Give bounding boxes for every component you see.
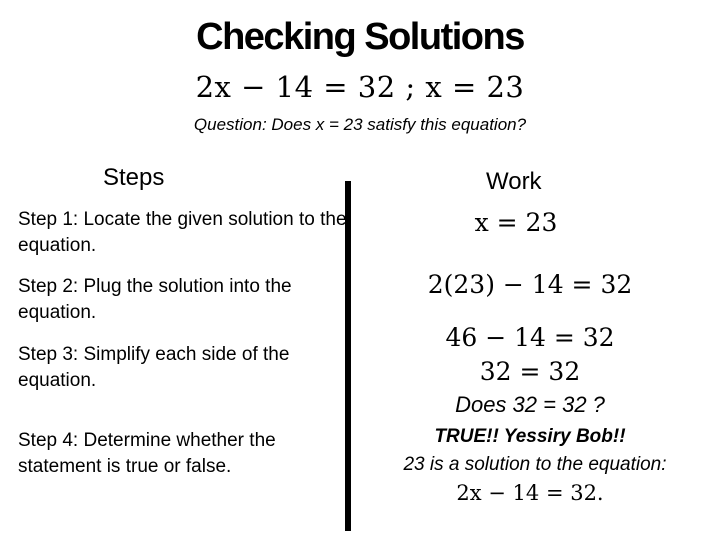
question-text: Question: Does x = 23 satisfy this equation? <box>193 115 527 134</box>
step-3: Step 3: Simplify each side of the equation. <box>18 344 290 391</box>
work-final-equation: 2x − 14 = 32. <box>456 481 604 505</box>
step-1: Step 1: Locate the given solution to the equation. <box>18 209 347 256</box>
work-heading: Work <box>486 168 542 195</box>
steps-heading: Steps <box>103 164 165 191</box>
work-conclusion: 23 is a solution to the equation: <box>403 454 667 475</box>
work-verdict: TRUE!! Yessiry Bob!! <box>434 426 626 447</box>
step-2: Step 2: Plug the solution into the equation. <box>18 276 292 323</box>
work-simplify: 46 − 14 = 32 <box>445 323 615 352</box>
given-equation: 2x − 14 = 32 ; x = 23 <box>195 70 525 104</box>
work-substitution: 2(23) − 14 = 32 <box>427 270 633 299</box>
step-4: Step 4: Determine whether the statement is true or false. <box>18 430 276 477</box>
slide-title: Checking Solutions <box>196 16 524 58</box>
work-given-solution: x = 23 <box>474 208 558 237</box>
work-result: 32 = 32 <box>479 357 581 386</box>
work-question: Does 32 = 32 ? <box>455 392 605 417</box>
